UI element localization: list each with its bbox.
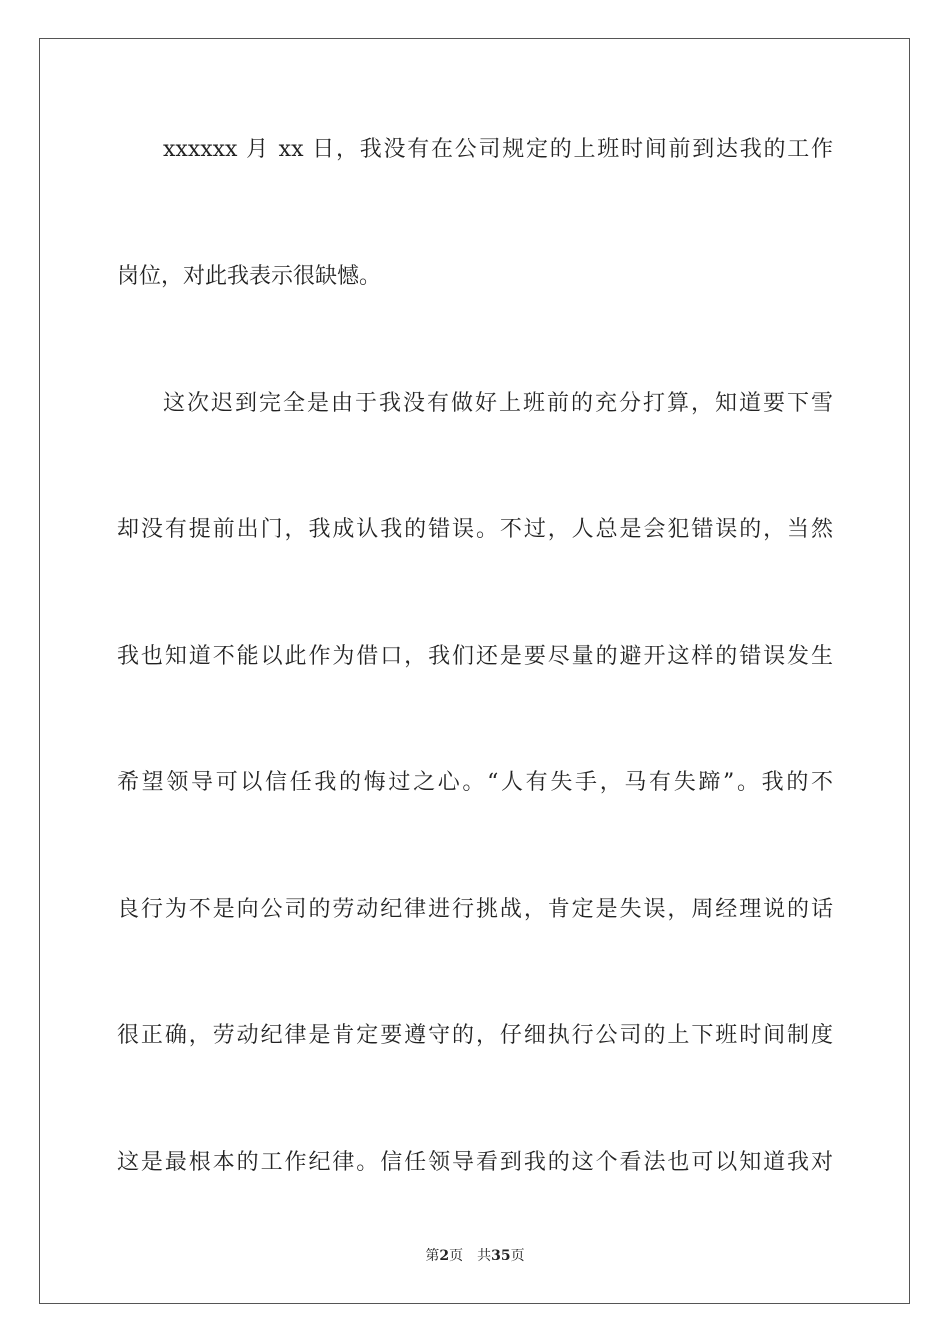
total-pages: 35 [491, 1248, 511, 1264]
page-number: 2 [439, 1248, 450, 1264]
paragraph-line: 岗位，对此我表示很缺憾。 [117, 264, 382, 289]
total-prefix: 共 [477, 1248, 492, 1264]
paragraph-line: 我也知道不能以此作为借口，我们还是要尽量的避开这样的错误发生 [117, 644, 833, 669]
paragraph-line: 却没有提前出门，我成认我的错误。不过，人总是会犯错误的，当然 [117, 517, 833, 542]
paragraph-line: 很正确，劳动纪律是肯定要遵守的，仔细执行公司的上下班时间制度 [117, 1023, 833, 1048]
paragraph-line: xxxxxx 月 xx 日，我没有在公司规定的上班时间前到达我的工作 [163, 137, 833, 162]
total-suffix: 页 [510, 1248, 525, 1264]
paragraph-line: 这次迟到完全是由于我没有做好上班前的充分打算，知道要下雪 [163, 391, 833, 416]
paragraph-line: 希望领导可以信任我的悔过之心。“人有失手，马有失蹄”。我的不 [117, 770, 833, 795]
page-prefix: 第 [425, 1248, 440, 1264]
paragraph-line: 良行为不是向公司的劳动纪律进行挑战，肯定是失误，周经理说的话 [117, 897, 833, 922]
paragraph-line: 这是最根本的工作纪律。信任领导看到我的这个看法也可以知道我对 [117, 1150, 833, 1175]
page-footer [0, 1245, 950, 1265]
page-suffix: 页 [449, 1248, 464, 1264]
